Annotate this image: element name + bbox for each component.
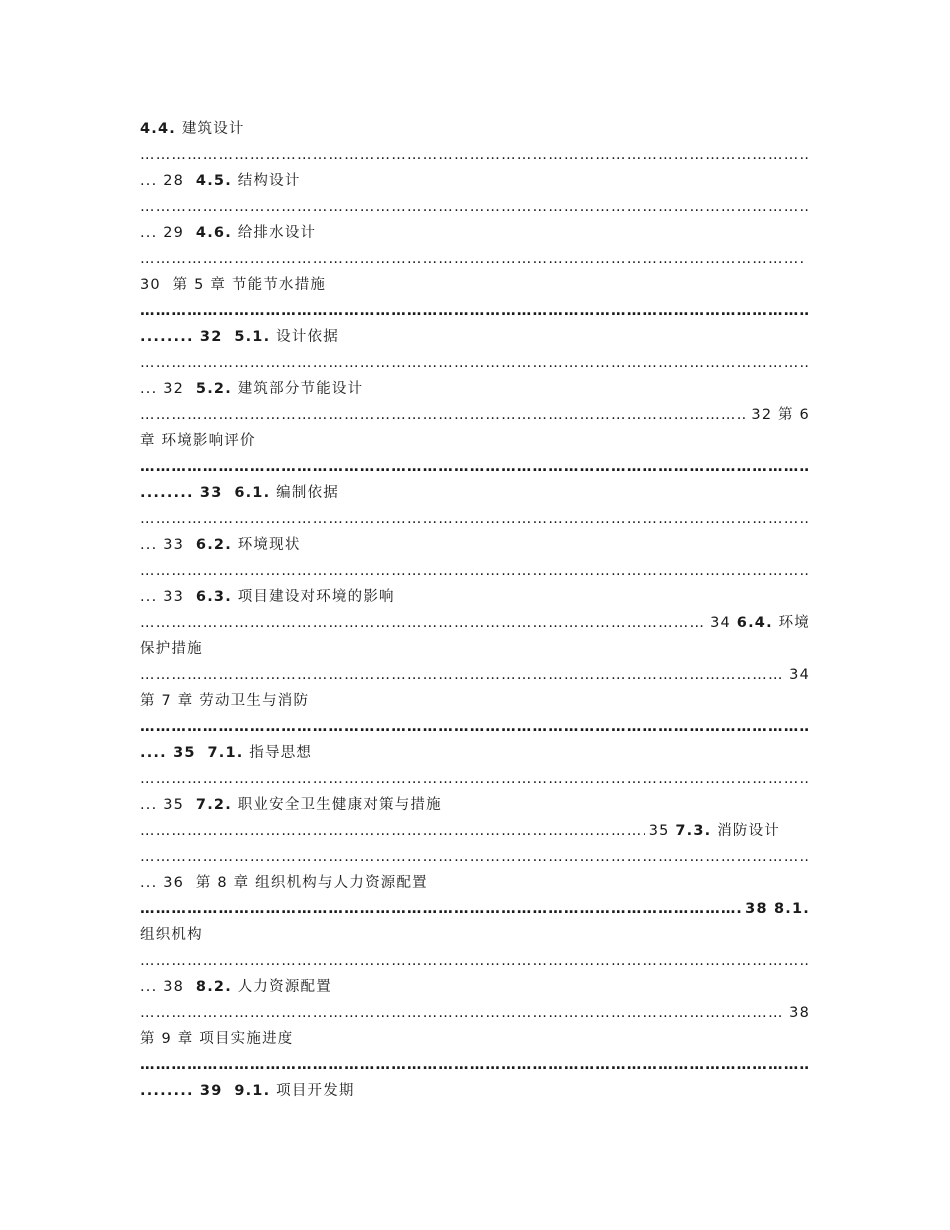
toc-entry-chapter-7[interactable]: 第 7 章 劳动卫生与消防 [140, 693, 310, 709]
toc-entry-4-6[interactable]: ... 29 4.6. 给排水设计 [140, 225, 317, 241]
toc-entry-7-1[interactable]: .... 35 7.1. 指导思想 [140, 745, 313, 761]
leader-dots [140, 142, 810, 168]
toc-entry-5-1[interactable]: ........ 32 5.1. 设计依据 [140, 329, 339, 345]
leader-dots [140, 194, 810, 220]
leader-dots [140, 558, 810, 584]
toc-entry-chapter-6-page[interactable]: ………………………………………………………………………………………………………………………………………………………………………………………………………… 32 第 6 [140, 402, 810, 428]
toc-entry-chapter-5[interactable]: 30 第 5 章 节能节水措施 [140, 277, 327, 293]
toc-entry-8-1-cont[interactable]: 组织机构 [140, 927, 203, 943]
leader-dots [140, 766, 810, 792]
toc-page-number: ………………………………………………………………………………………………………………………………………………………………………………………………………… 34 [140, 662, 810, 688]
toc-entry-6-2[interactable]: ... 33 6.2. 环境现状 [140, 537, 301, 553]
toc-entry-6-1[interactable]: ........ 33 6.1. 编制依据 [140, 485, 339, 501]
toc-entry-4-5[interactable]: ... 28 4.5. 结构设计 [140, 173, 301, 189]
toc-entry-6-4-cont[interactable]: 保护措施 [140, 641, 203, 657]
toc-entry-9-1[interactable]: ........ 39 9.1. 项目开发期 [140, 1083, 355, 1099]
leader-dots [140, 298, 810, 324]
toc-entry-chapter-8[interactable]: ... 36 第 8 章 组织机构与人力资源配置 [140, 875, 428, 891]
toc-entry-chapter-6[interactable]: 章 环境影响评价 [140, 433, 256, 449]
toc-entry-5-2[interactable]: ... 32 5.2. 建筑部分节能设计 [140, 381, 364, 397]
toc-entry-4-4[interactable]: 4.4. 建筑设计 [140, 121, 245, 137]
leader-dots [140, 948, 810, 974]
toc-entry-8-2[interactable]: ... 38 8.2. 人力资源配置 [140, 979, 332, 995]
leader-dots [140, 246, 805, 272]
toc-entry-6-3[interactable]: ... 33 6.3. 项目建设对环境的影响 [140, 589, 395, 605]
toc-page-number: ………………………………………………………………………………………………………………………………………………………………………………………………………… 38 [140, 1000, 810, 1026]
toc-entry-8-1[interactable]: ………………………………………………………………………………………………………………………………………………………………………………………………………… 38 8.1. [140, 896, 810, 922]
toc-entry-6-4[interactable]: ………………………………………………………………………………………………………………………………………………………………………………………………………… 34 6.4. 环境 [140, 610, 810, 636]
leader-dots [140, 454, 810, 480]
leader-dots [140, 350, 810, 376]
toc-page [140, 116, 810, 1104]
leader-dots [140, 714, 810, 740]
leader-dots [140, 1052, 810, 1078]
toc-entry-7-2[interactable]: ... 35 7.2. 职业安全卫生健康对策与措施 [140, 797, 442, 813]
toc-entry-chapter-9[interactable]: 第 9 章 项目实施进度 [140, 1031, 294, 1047]
leader-dots [140, 844, 810, 870]
leader-dots [140, 506, 810, 532]
toc-entry-7-3[interactable]: ………………………………………………………………………………………………………………………………………………………………………………………………………… 35 7.3. 消防设计 [140, 818, 780, 844]
